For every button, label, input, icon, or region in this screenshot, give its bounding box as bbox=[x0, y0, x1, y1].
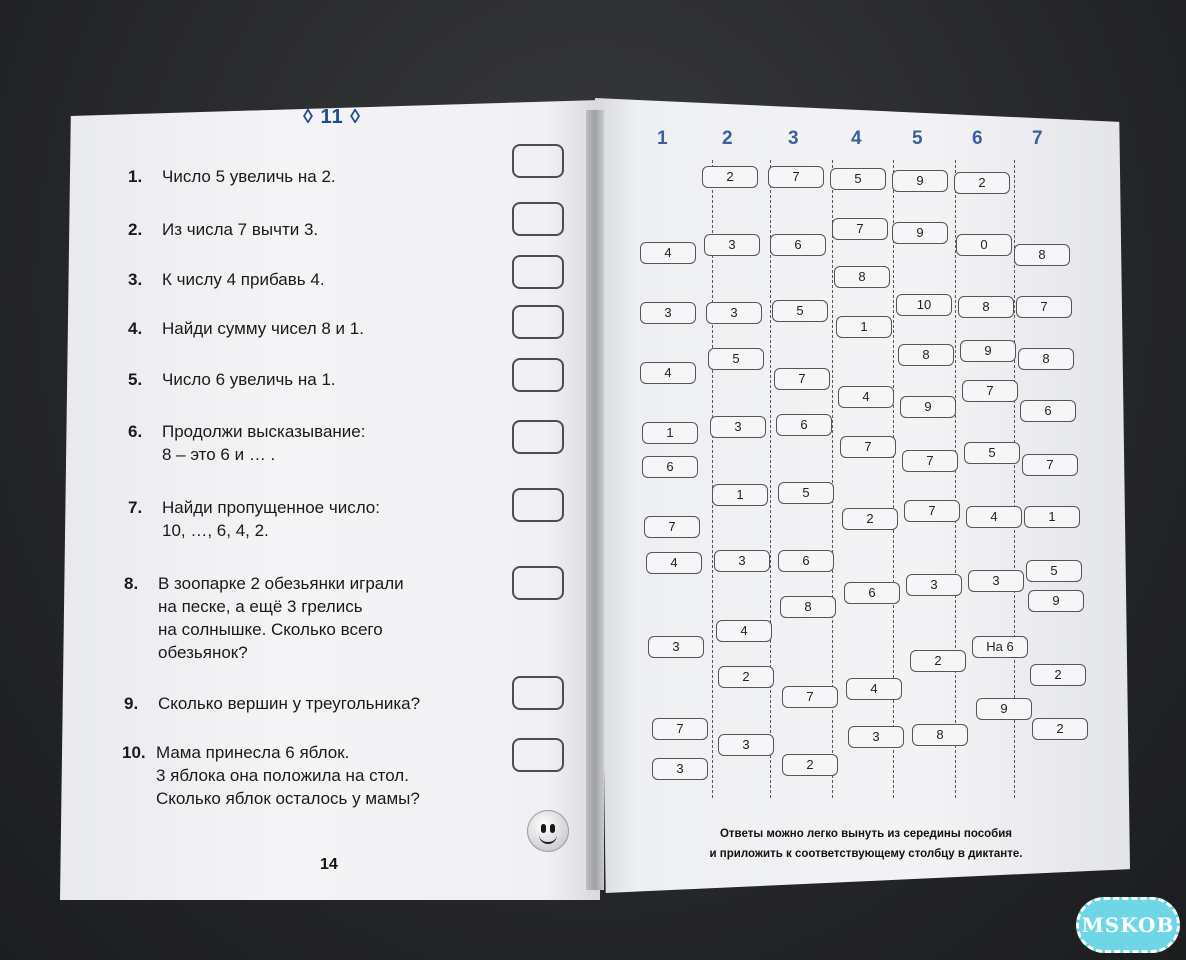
answer-card: 6 bbox=[1020, 400, 1076, 422]
answer-card: 5 bbox=[1026, 560, 1082, 582]
answer-box bbox=[512, 305, 564, 339]
answer-card: 2 bbox=[1030, 664, 1086, 686]
answer-card: 10 bbox=[896, 294, 952, 316]
answer-card: 3 bbox=[718, 734, 774, 756]
answer-card: 3 bbox=[714, 550, 770, 572]
task-line: 10, …, 6, 4, 2. bbox=[162, 521, 269, 540]
answer-card: 7 bbox=[652, 718, 708, 740]
answer-card: 4 bbox=[646, 552, 702, 574]
answer-box bbox=[512, 358, 564, 392]
task-number: 6. bbox=[128, 422, 143, 441]
answer-card: 4 bbox=[640, 362, 696, 384]
answer-card: 9 bbox=[1028, 590, 1084, 612]
answer-card: 8 bbox=[1014, 244, 1070, 266]
answer-card: 7 bbox=[840, 436, 896, 458]
lesson-title: ◊ 11 ◊ bbox=[303, 106, 362, 128]
smiley-icon bbox=[527, 810, 569, 852]
column-header: 4 bbox=[851, 128, 862, 149]
column-header: 1 bbox=[657, 128, 668, 149]
column-divider bbox=[770, 160, 771, 798]
column-divider bbox=[893, 160, 894, 798]
answer-card: 8 bbox=[780, 596, 836, 618]
answer-card: 4 bbox=[640, 242, 696, 264]
answer-card: 3 bbox=[906, 574, 962, 596]
answer-card: 3 bbox=[640, 302, 696, 324]
answer-card: 2 bbox=[954, 172, 1010, 194]
answer-card: 8 bbox=[834, 266, 890, 288]
watermark-logo: MSKOB bbox=[1076, 897, 1180, 953]
task-line: Число 6 увеличь на 1. bbox=[162, 370, 336, 389]
answer-card: 4 bbox=[966, 506, 1022, 528]
task-text bbox=[162, 165, 492, 188]
answer-card: 3 bbox=[706, 302, 762, 324]
task-number: 1. bbox=[128, 167, 143, 186]
answer-card: 2 bbox=[1032, 718, 1088, 740]
answer-card: 3 bbox=[652, 758, 708, 780]
answer-card: 2 bbox=[702, 166, 758, 188]
task-number: 2. bbox=[128, 220, 143, 239]
answer-card: 9 bbox=[892, 222, 948, 244]
answer-box bbox=[512, 566, 564, 600]
answer-card: 6 bbox=[776, 414, 832, 436]
answer-card: 2 bbox=[718, 666, 774, 688]
task-line: Из числа 7 вычти 3. bbox=[162, 220, 319, 239]
answer-card: 5 bbox=[778, 482, 834, 504]
answer-card: 3 bbox=[968, 570, 1024, 592]
answer-card: 1 bbox=[642, 422, 698, 444]
task-text bbox=[162, 317, 492, 340]
answer-card: 7 bbox=[782, 686, 838, 708]
answer-card: 4 bbox=[838, 386, 894, 408]
task-line: на песке, а ещё 3 грелись bbox=[158, 597, 363, 616]
answer-card: 4 bbox=[716, 620, 772, 642]
task-line: на солнышке. Сколько всего bbox=[158, 620, 383, 639]
answer-card: 7 bbox=[902, 450, 958, 472]
task-line: Сколько вершин у треугольника? bbox=[158, 694, 421, 713]
answer-card: 8 bbox=[912, 724, 968, 746]
answer-box bbox=[512, 420, 564, 454]
answer-card: 7 bbox=[962, 380, 1018, 402]
answer-card: На 6 bbox=[972, 636, 1028, 658]
task-text bbox=[162, 368, 492, 391]
answer-card: 1 bbox=[836, 316, 892, 338]
answer-card: 3 bbox=[648, 636, 704, 658]
column-header: 2 bbox=[722, 128, 733, 149]
column-header: 6 bbox=[972, 128, 983, 149]
footer-line: Ответы можно легко вынуть из середины пособия bbox=[719, 828, 1012, 840]
answer-card: 0 bbox=[956, 234, 1012, 256]
book-spine bbox=[586, 110, 604, 890]
answer-card: 9 bbox=[960, 340, 1016, 362]
page-number: 14 bbox=[320, 856, 338, 873]
task-text bbox=[158, 572, 488, 664]
task-line: Мама принесла 6 яблок. bbox=[156, 743, 350, 762]
task-line: 3 яблока она положила на стол. bbox=[156, 766, 409, 785]
answer-card: 3 bbox=[848, 726, 904, 748]
answer-box bbox=[512, 255, 564, 289]
answer-box bbox=[512, 676, 564, 710]
task-line: Продолжи высказывание: bbox=[162, 422, 366, 441]
task-line: Найди пропущенное число: bbox=[162, 498, 380, 517]
answer-card: 5 bbox=[708, 348, 764, 370]
task-number: 8. bbox=[124, 574, 139, 593]
task-line: Найди сумму чисел 8 и 1. bbox=[162, 319, 364, 338]
answer-card: 7 bbox=[832, 218, 888, 240]
answer-card: 2 bbox=[782, 754, 838, 776]
answer-card: 2 bbox=[910, 650, 966, 672]
column-header: 3 bbox=[788, 128, 799, 149]
answer-card: 6 bbox=[778, 550, 834, 572]
answer-box bbox=[512, 144, 564, 178]
answer-card: 3 bbox=[704, 234, 760, 256]
answer-card: 1 bbox=[1024, 506, 1080, 528]
task-number: 5. bbox=[128, 370, 143, 389]
answer-card: 7 bbox=[774, 368, 830, 390]
answer-card: 8 bbox=[898, 344, 954, 366]
answer-box bbox=[512, 202, 564, 236]
task-line: Сколько яблок осталось у мамы? bbox=[156, 789, 420, 808]
task-text bbox=[162, 420, 492, 466]
answer-card: 5 bbox=[964, 442, 1020, 464]
answer-card: 2 bbox=[842, 508, 898, 530]
answer-card: 5 bbox=[772, 300, 828, 322]
task-number: 3. bbox=[128, 270, 143, 289]
answer-card: 9 bbox=[900, 396, 956, 418]
answer-card: 5 bbox=[830, 168, 886, 190]
task-text bbox=[156, 741, 486, 810]
column-header: 7 bbox=[1032, 128, 1043, 149]
task-text bbox=[158, 692, 488, 715]
task-number: 10. bbox=[122, 743, 146, 762]
task-number: 9. bbox=[124, 694, 139, 713]
task-line: В зоопарке 2 обезьянки играли bbox=[158, 574, 404, 593]
answer-card: 7 bbox=[1016, 296, 1072, 318]
answer-card: 8 bbox=[958, 296, 1014, 318]
task-line: 8 – это 6 и … . bbox=[162, 445, 276, 464]
task-number: 7. bbox=[128, 498, 143, 517]
answer-box bbox=[512, 738, 564, 772]
answer-card: 6 bbox=[770, 234, 826, 256]
answer-card: 9 bbox=[976, 698, 1032, 720]
answer-card: 4 bbox=[846, 678, 902, 700]
answer-card: 8 bbox=[1018, 348, 1074, 370]
answer-card: 9 bbox=[892, 170, 948, 192]
task-number: 4. bbox=[128, 319, 143, 338]
task-line: К числу 4 прибавь 4. bbox=[162, 270, 325, 289]
task-text bbox=[162, 218, 492, 241]
column-header: 5 bbox=[912, 128, 923, 149]
column-divider bbox=[955, 160, 956, 798]
answer-card: 7 bbox=[904, 500, 960, 522]
answer-card: 6 bbox=[642, 456, 698, 478]
answer-card: 7 bbox=[644, 516, 700, 538]
answer-card: 3 bbox=[710, 416, 766, 438]
task-line: Число 5 увеличь на 2. bbox=[162, 167, 336, 186]
task-text bbox=[162, 496, 492, 542]
answer-card: 7 bbox=[1022, 454, 1078, 476]
answer-card: 7 bbox=[768, 166, 824, 188]
footer-note bbox=[656, 824, 1076, 864]
task-line: обезьянок? bbox=[158, 643, 248, 662]
task-text bbox=[162, 268, 492, 291]
answer-card: 6 bbox=[844, 582, 900, 604]
answer-card: 1 bbox=[712, 484, 768, 506]
footer-line: и приложить к соответствующему столбцу в диктанте. bbox=[709, 848, 1023, 860]
answer-box bbox=[512, 488, 564, 522]
